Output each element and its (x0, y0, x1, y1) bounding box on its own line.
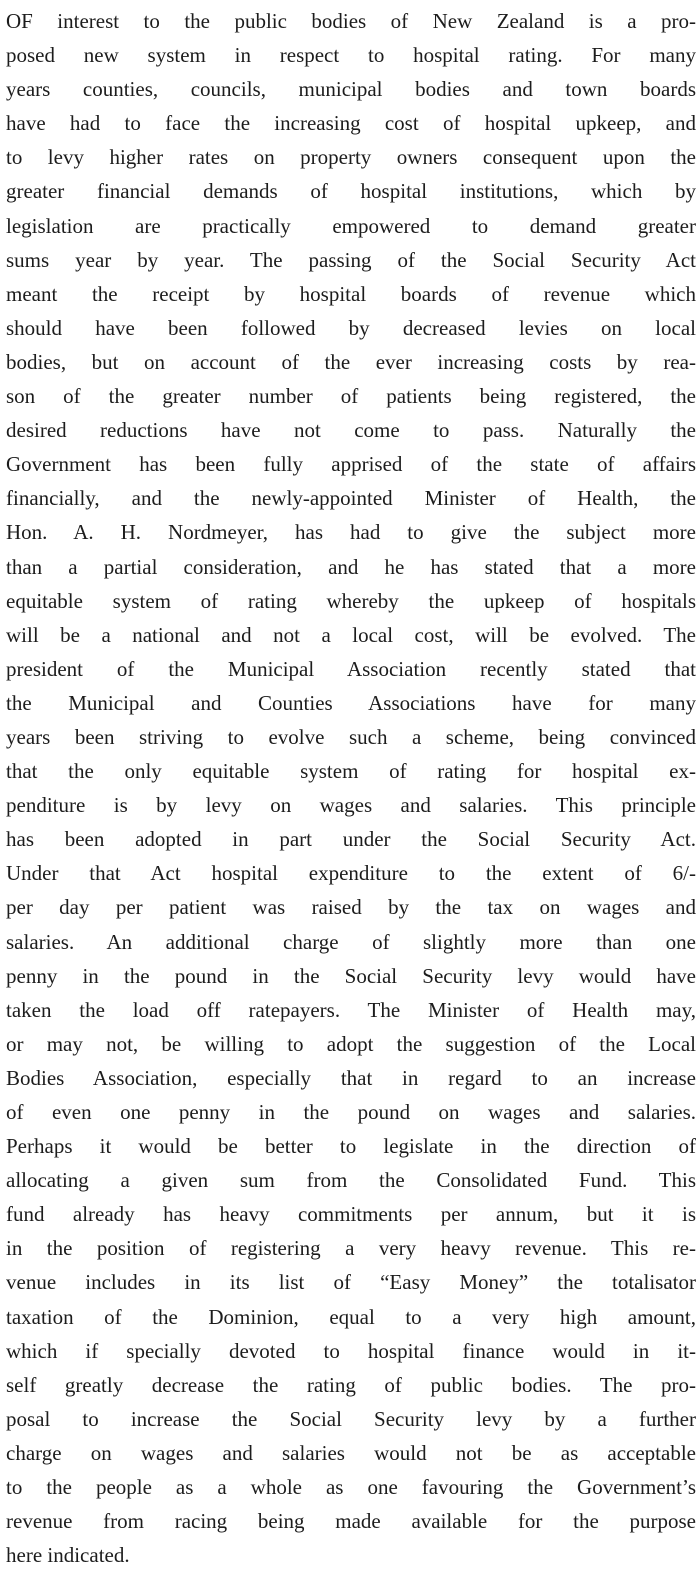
text-line: Perhaps it would be better to legislate in the direction of (6, 1134, 696, 1159)
text-line: self greatly decrease the rating of public bodies. The pro- (6, 1372, 696, 1397)
text-line: greater financial demands of hospital institutions, which by (6, 179, 696, 204)
text-line: OF interest to the public bodies of New Zealand is a pro- (6, 9, 696, 33)
text-line: has been adopted in part under the Social Security Act. (6, 827, 696, 852)
text-line: Government has been fully apprised of the state of affairs (6, 452, 696, 477)
text-line: which if specially devoted to hospital finance would in it- (6, 1338, 696, 1363)
text-line: should have been followed by decreased levies on local (6, 315, 696, 340)
article-text (6, 4, 696, 1572)
text-line: of even one penny in the pound on wages and salaries. (6, 1100, 696, 1124)
text-line: years counties, councils, municipal bodies and town boards (6, 77, 696, 102)
text-line: Hon. A. H. Nordmeyer, has had to give the subject more (6, 520, 696, 545)
text-line: taxation of the Dominion, equal to a very high amount, (6, 1304, 696, 1329)
text-line: will be a national and not a local cost, will be evolved. The (6, 622, 696, 647)
text-line: years been striving to evolve such a scheme, being convinced (6, 724, 696, 749)
text-line: legislation are practically empowered to demand greater (6, 213, 696, 238)
text-line: sums year by year. The passing of the Social Security Act (6, 247, 696, 272)
text-line: the Municipal and Counties Associations have for many (6, 690, 696, 715)
text-line: in the position of registering a very heavy revenue. This re- (6, 1236, 696, 1261)
text-line: revenue from racing being made available for the purpose (6, 1509, 696, 1534)
text-line: Bodies Association, especially that in regard to an increase (6, 1065, 696, 1090)
text-line: posed new system in respect to hospital rating. For many (6, 43, 696, 68)
text-line: posal to increase the Social Security levy by a further (6, 1406, 696, 1431)
text-line: to the people as a whole as one favouring the Government’s (6, 1475, 696, 1500)
text-line: allocating a given sum from the Consolidated Fund. This (6, 1168, 696, 1193)
text-line: salaries. An additional charge of slightly more than one (6, 929, 696, 954)
text-line: than a partial consideration, and he has stated that a more (6, 554, 696, 579)
text-line: have had to face the increasing cost of hospital upkeep, and (6, 111, 696, 136)
text-line: penny in the pound in the Social Security levy would have (6, 963, 696, 988)
text-line: or may not, be willing to adopt the suggestion of the Local (6, 1031, 696, 1056)
text-line: financially, and the newly-appointed Minister of Health, the (6, 486, 696, 511)
text-line: son of the greater number of patients being registered, the (6, 384, 696, 409)
text-line: fund already has heavy commitments per annum, but it is (6, 1202, 696, 1227)
text-line: per day per patient was raised by the tax on wages and (6, 895, 696, 920)
text-line: meant the receipt by hospital boards of revenue which (6, 281, 696, 306)
text-line: desired reductions have not come to pass. Naturally the (6, 418, 696, 443)
text-line: taken the load off ratepayers. The Minister of Health may, (6, 997, 696, 1022)
text-line: that the only equitable system of rating for hospital ex- (6, 759, 696, 784)
text-line: charge on wages and salaries would not be as acceptable (6, 1440, 696, 1465)
text-line: Under that Act hospital expenditure to the extent of 6/- (6, 861, 696, 886)
text-line: bodies, but on account of the ever increasing costs by rea- (6, 349, 696, 374)
text-line: to levy higher rates on property owners consequent upon the (6, 145, 696, 170)
text-line: equitable system of rating whereby the upkeep of hospitals (6, 588, 696, 613)
text-line: here indicated. (6, 1543, 130, 1568)
text-line: penditure is by levy on wages and salaries. This principle (6, 793, 696, 818)
text-line: venue includes in its list of “Easy Money” the totalisator (6, 1270, 696, 1295)
text-line: president of the Municipal Association recently stated that (6, 656, 696, 681)
